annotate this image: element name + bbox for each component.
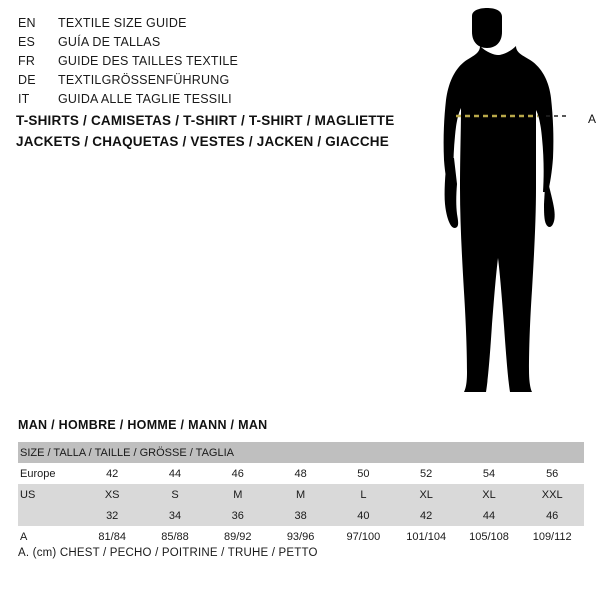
cell: 40 bbox=[332, 505, 395, 526]
cell: 44 bbox=[168, 467, 182, 480]
language-code: IT bbox=[18, 92, 30, 106]
language-title: TEXTILGRÖSSENFÜHRUNG bbox=[58, 73, 230, 87]
cell: 42 bbox=[106, 467, 119, 480]
cell: 105/108 bbox=[469, 530, 509, 543]
row-label bbox=[18, 505, 81, 526]
cell: 54 bbox=[482, 467, 496, 480]
cell: 42 bbox=[395, 505, 458, 526]
row-label: US bbox=[18, 484, 81, 505]
cell: 101/104 bbox=[406, 530, 447, 543]
cell: M bbox=[206, 484, 269, 505]
cell: 97/100 bbox=[346, 530, 381, 543]
cell: 38 bbox=[269, 505, 332, 526]
table-row bbox=[18, 463, 584, 484]
language-title: GUÍA DE TALLAS bbox=[58, 35, 161, 49]
language-title: GUIDA ALLE TAGLIE TESSILI bbox=[58, 92, 232, 106]
cell: M bbox=[269, 484, 332, 505]
language-list bbox=[18, 16, 398, 111]
language-code: EN bbox=[18, 16, 36, 30]
cell: 93/96 bbox=[286, 530, 315, 543]
language-row bbox=[18, 35, 398, 54]
cell: 85/88 bbox=[161, 530, 189, 543]
category-tshirts: T-SHIRTS / CAMISETAS / T-SHIRT / T-SHIRT / MAGLIETTE bbox=[16, 113, 395, 128]
table-row bbox=[18, 484, 584, 505]
cell: 109/112 bbox=[532, 530, 572, 543]
cell: 44 bbox=[458, 505, 521, 526]
language-row bbox=[18, 54, 398, 73]
cell: 46 bbox=[520, 505, 584, 526]
language-row bbox=[18, 16, 398, 35]
body-silhouette bbox=[410, 8, 600, 408]
cell: 81/84 bbox=[98, 530, 126, 543]
language-row bbox=[18, 73, 398, 92]
language-title: TEXTILE SIZE GUIDE bbox=[58, 16, 187, 30]
cell: 89/92 bbox=[224, 530, 252, 543]
cell: 52 bbox=[420, 467, 433, 480]
cell: 34 bbox=[144, 505, 207, 526]
table-row bbox=[18, 505, 584, 526]
cell: S bbox=[144, 484, 207, 505]
table-header-label: SIZE / TALLA / TAILLE / GRÖSSE / TAGLIA bbox=[18, 442, 584, 463]
cell: 48 bbox=[294, 467, 307, 480]
cell: XS bbox=[81, 484, 144, 505]
measure-label-a: A bbox=[587, 112, 596, 126]
size-table bbox=[18, 442, 584, 547]
language-code: ES bbox=[18, 35, 36, 49]
footnote: A. (cm) CHEST / PECHO / POITRINE / TRUHE / PETTO bbox=[18, 547, 318, 559]
cell: 46 bbox=[231, 467, 244, 480]
cell: XL bbox=[395, 484, 458, 505]
language-code: FR bbox=[18, 54, 36, 68]
table-header-row bbox=[18, 442, 584, 463]
language-code: DE bbox=[18, 73, 36, 87]
category-jackets: JACKETS / CHAQUETAS / VESTES / JACKEN / GIACCHE bbox=[16, 134, 389, 149]
category-list bbox=[16, 110, 416, 152]
table-row bbox=[18, 526, 584, 547]
language-title: GUIDE DES TAILLES TEXTILE bbox=[58, 54, 239, 68]
cell: 32 bbox=[81, 505, 144, 526]
cell: 56 bbox=[546, 467, 559, 480]
row-label: Europe bbox=[20, 467, 56, 480]
cell: 36 bbox=[206, 505, 269, 526]
silhouette-svg bbox=[410, 8, 600, 408]
cell: XL bbox=[458, 484, 521, 505]
row-label: A bbox=[20, 530, 28, 543]
language-row bbox=[18, 92, 398, 111]
gender-heading: MAN / HOMBRE / HOMME / MANN / MAN bbox=[18, 418, 268, 432]
cell: 50 bbox=[357, 467, 370, 480]
cell: L bbox=[332, 484, 395, 505]
cell: XXL bbox=[520, 484, 584, 505]
